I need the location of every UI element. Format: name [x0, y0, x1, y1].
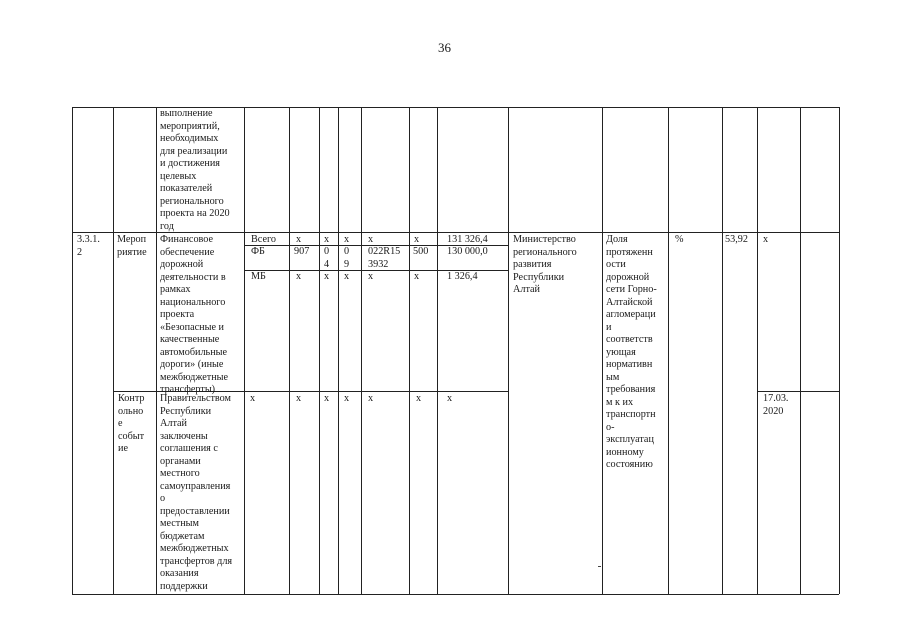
- column-border: [289, 107, 290, 594]
- checkpoint-amount: х: [447, 393, 453, 404]
- funding-rz: 0 4: [324, 246, 330, 270]
- checkpoint-vr: х: [416, 393, 422, 404]
- checkpoint-pr: х: [344, 393, 350, 404]
- column-border: [72, 107, 73, 594]
- funding-csr: 022R15 3932: [368, 246, 401, 270]
- continued-description: выполнение мероприятий, необходимых для реализации и достижения целевых показателей регионального проекта на 2020 год: [160, 108, 230, 232]
- funding-rz: х: [324, 271, 330, 282]
- checkpoint-name: Правительством Республики Алтай заключены соглашения с органами местного самоуправления о предоставлении местным бюджетам межбюджетных трансфертов для оказания поддержки: [160, 393, 233, 592]
- column-border: [602, 107, 603, 594]
- funding-grbs: 907: [294, 246, 310, 257]
- funding-csr: х: [368, 271, 374, 282]
- funding-csr: х: [368, 234, 374, 245]
- column-border: [409, 107, 410, 594]
- funding-amount: 131 326,4: [447, 234, 488, 245]
- funding-pr: 0 9: [344, 246, 350, 270]
- measure-type: Мероп риятие: [117, 234, 147, 258]
- funding-amount: 1 326,4: [447, 271, 478, 282]
- column-border: [757, 107, 758, 594]
- funding-vr: х: [414, 271, 420, 282]
- measure-date: х: [763, 234, 769, 245]
- column-border: [800, 107, 801, 594]
- funding-pr: х: [344, 234, 350, 245]
- column-border: [437, 107, 438, 594]
- measure-name: Финансовое обеспечение дорожной деятельности в рамках национального проекта «Безопасные и качественные автомобильные дороги» (иные межбюджетные трансферты): [160, 234, 229, 395]
- column-border: [508, 107, 509, 594]
- row-separator: [757, 391, 839, 392]
- funding-rz: х: [324, 234, 330, 245]
- funding-source: Всего: [251, 234, 276, 245]
- column-border: [361, 107, 362, 594]
- column-border: [722, 107, 723, 594]
- column-border: [338, 107, 339, 594]
- column-border: [319, 107, 320, 594]
- measure-unit: %: [675, 234, 684, 245]
- page-number: 36: [438, 40, 451, 55]
- checkpoint-date: 17.03. 2020: [763, 393, 789, 417]
- checkpoint-type: Контр ольно е событ ие: [118, 393, 145, 454]
- table-bottom-border: [72, 594, 839, 595]
- checkpoint-source: х: [250, 393, 256, 404]
- funding-source: МБ: [251, 271, 266, 282]
- funding-amount: 130 000,0: [447, 246, 488, 257]
- measure-executor: Министерство регионального развития Республики Алтай: [513, 234, 577, 295]
- funding-grbs: х: [296, 234, 302, 245]
- funding-pr: х: [344, 271, 350, 282]
- column-border: [113, 107, 114, 594]
- scan-mark: [598, 566, 601, 567]
- checkpoint-grbs: х: [296, 393, 302, 404]
- measure-value: 53,92: [725, 234, 748, 245]
- table-right-border: [839, 107, 840, 594]
- measure-number: 3.3.1. 2: [77, 234, 100, 258]
- checkpoint-csr: х: [368, 393, 374, 404]
- checkpoint-rz: х: [324, 393, 330, 404]
- column-border: [668, 107, 669, 594]
- funding-source: ФБ: [251, 246, 265, 257]
- funding-grbs: х: [296, 271, 302, 282]
- column-border: [244, 107, 245, 594]
- measure-indicator: Доля протяженн ости дорожной сети Горно- Алтайской агломераци и соответств ующая нормативн ым требования м к их транспортн о- эксплуатац ионному состоянию: [606, 234, 657, 470]
- funding-vr: 500: [413, 246, 429, 257]
- funding-vr: х: [414, 234, 420, 245]
- column-border: [156, 107, 157, 594]
